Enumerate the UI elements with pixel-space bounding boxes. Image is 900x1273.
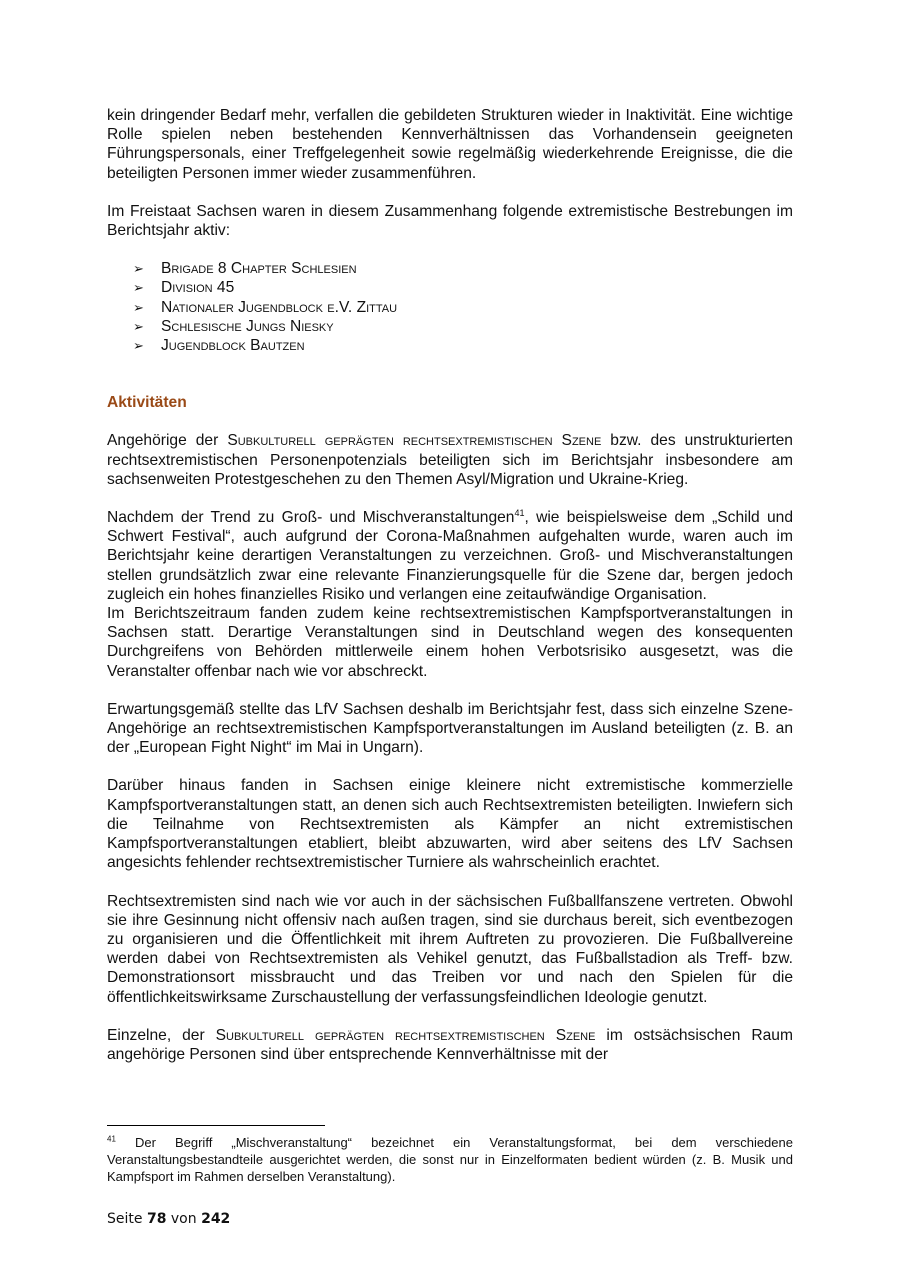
footnote-number: 41 [107,1134,116,1144]
section-heading: Aktivitäten [107,394,187,412]
list-item: ➢ Jugendblock Bautzen [133,337,305,355]
arrow-bullet-icon: ➢ [133,261,144,277]
footnote [107,1134,793,1185]
paragraph: Rechtsextremisten sind nach wie vor auch in der sächsischen Fußballfanszene vertreten. Obwohl sie ihre Gesinnung nicht offensiv nach außen tragen, sind sie durchaus bereit, sich eventbezogen zu organisieren und die Öffentlichkeit mit ihrem Auftreten zu provozieren. Die Fußballvereine werden dabei von Rechtsextremisten als Vehikel genutzt, das Fußballstadion als Treff- bzw. Demonstrationsort missbraucht und das Treiben vor und nach den Spielen für die öffentlichkeitswirksame Zurschaustellung der verfassungsfeindlichen Ideologie genutzt. [107,892,793,1006]
paragraph: Angehörige der Subkulturell geprägten rechtsextremistischen Szene bzw. des unstrukturierten rechtsextremistischen Personenpotenzials beteiligten sich im Berichtsjahr insbesondere am sachsenweiten Protestgeschehen zu den Themen Asyl/Migration und Ukraine-Krieg. [107,432,793,488]
list-item: ➢ Schlesische Jungs Niesky [133,317,334,335]
footnote-text: Der Begriff „Mischveranstaltung“ bezeichnet ein Veranstaltungsformat, bei dem verschiedene Veranstaltungsbestandteile ausgerichtet werden, die sonst nur in Einzelformaten bedient würden (z. B. Musik und Kampfsport im Rahmen derselben Veranstaltung). [107,1135,793,1184]
footnote-separator [107,1125,325,1126]
list-item: ➢ Division 45 [133,279,235,297]
paragraph: Nachdem der Trend zu Groß- und Mischveranstaltungen$^{41}$, wie beispielsweise dem „Schild und Schwert Festival“, auch aufgrund der Corona-Maßnahmen aufgehalten wurde, waren auch im Berichtsjahr keine derartigen Veranstaltungen zu verzeichnen. Groß- und Mischveranstaltungen stellen grundsätzlich zwar eine relevante Finanzierungsquelle für die Szene dar, bergen jedoch zugleich ein hohes finanzielles Risiko und verlangen eine zeitaufwändige Organisation. [107,507,793,603]
page-number: Seite 78 von 242 [107,1211,231,1227]
page-body [107,106,793,1064]
footnote-reference[interactable]: 41 [514,507,525,518]
arrow-bullet-icon: ➢ [133,299,144,315]
list-item: ➢ Nationaler Jugendblock e.V. Zittau [133,298,398,316]
paragraph: Darüber hinaus fanden in Sachsen einige kleinere nicht extremistische kommerzielle Kampfsportveranstaltungen statt, an denen sich auch Rechtsextremisten beteiligten. Inwiefern sich die Teilnahme von Rechtsextremisten als Kämpfer an nicht extremistischen Kampfsportveranstaltungen etabliert, bleibt abzuwarten, wird aber seitens des LfV Sachsen angesichts fehlender rechtsextremistischer Turniere als wahrscheinlich erachtet. [107,777,793,872]
organization-list [107,259,793,355]
arrow-bullet-icon: ➢ [133,338,144,354]
paragraph: Einzelne, der Subkulturell geprägten rechtsextremistischen Szene im ostsächsischen Raum angehörige Personen sind über entsprechende Kennverhältnisse mit der [107,1026,793,1063]
paragraph: Im Berichtszeitraum fanden zudem keine rechtsextremistischen Kampfsportveranstaltungen in Sachsen statt. Derartige Veranstaltungen sind in Deutschland wegen des konsequenten Durchgreifens von Behörden mittlerweile einem hohen Verbotsrisiko ausgesetzt, was die Veranstalter offenbar nach wie vor abschreckt. [107,605,793,680]
paragraph: Im Freistaat Sachsen waren in diesem Zusammenhang folgende extremistische Bestrebungen im Berichtsjahr aktiv: [107,202,793,240]
list-item: ➢ Brigade 8 Chapter Schlesien [133,260,357,278]
arrow-bullet-icon: ➢ [133,280,144,296]
paragraph: Erwartungsgemäß stellte das LfV Sachsen deshalb im Berichtsjahr fest, dass sich einzelne Szene-Angehörige an rechtsextremistischen Kampfsportveranstaltungen im Ausland beteiligten (z. B. an der „European Fight Night“ im Mai in Ungarn). [107,700,793,757]
arrow-bullet-icon: ➢ [133,318,144,334]
paragraph: kein dringender Bedarf mehr, verfallen die gebildeten Strukturen wieder in Inaktivität. Eine wichtige Rolle spielen neben bestehenden Kennverhältnissen das Vorhandensein geeigneten Führungspersonals, einer Treffgelegenheit sowie regelmäßig wiederkehrende Ereignisse, die die beteiligten Personen immer wieder zusammenführen. [107,107,793,182]
